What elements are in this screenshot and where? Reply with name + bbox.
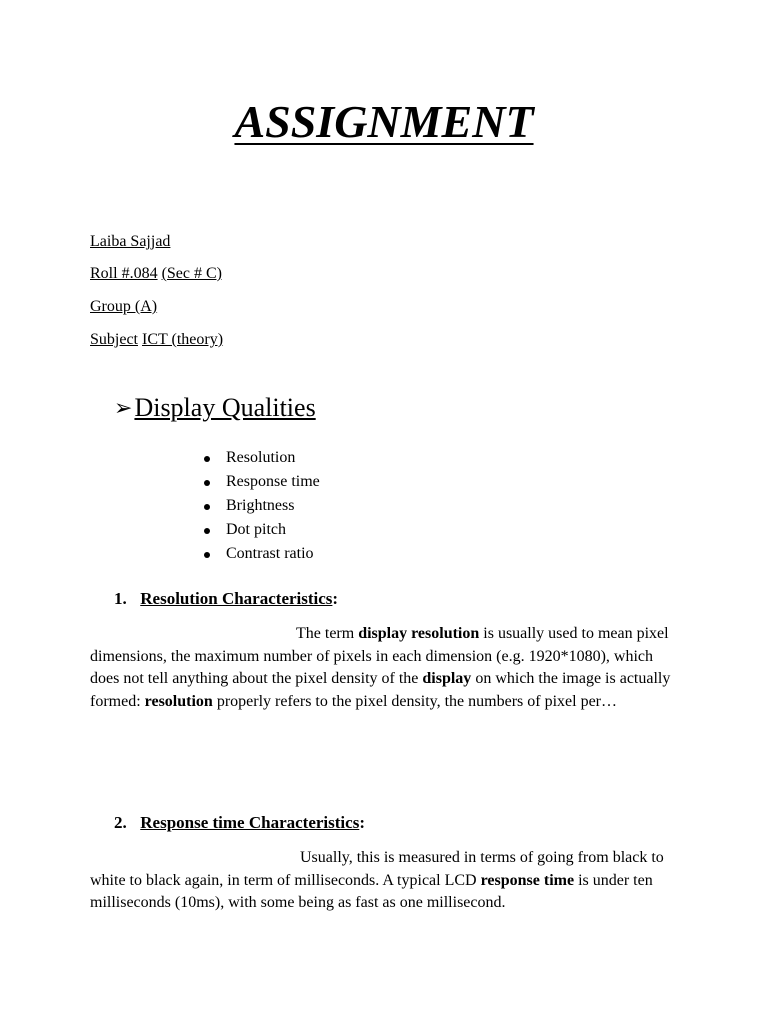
title-text: ASSIGNMENT (234, 96, 534, 147)
paragraph-text: Usually, this is measured in terms of going from black to white to black again, in term of milliseconds. A typical LCD (90, 849, 664, 889)
paragraph-text: is under ten milliseconds (10ms), with some being as fast as one millisecond. (90, 871, 653, 911)
list-item-label: Dot pitch (226, 521, 286, 538)
list-item (200, 446, 320, 470)
subject-value: ICT (theory) (142, 331, 224, 348)
group-line: Group (A) (90, 298, 158, 315)
section-1-heading (114, 588, 338, 610)
bullet-icon (204, 480, 210, 486)
list-item-label: Brightness (226, 497, 295, 514)
roll-line (90, 264, 222, 284)
list-item (200, 470, 320, 494)
list-item (200, 494, 320, 518)
bold-term: response time (480, 871, 575, 889)
bold-term: display resolution (358, 625, 480, 642)
heading-text: Display Qualities (134, 393, 316, 422)
arrow-bullet-icon: ➢ (114, 395, 133, 420)
subject-line (90, 330, 223, 350)
student-name: Laiba Sajjad (90, 233, 171, 250)
list-item (200, 542, 320, 566)
section-title: Response time Characteristics (140, 813, 360, 832)
section-colon: : (332, 589, 339, 608)
section-2-paragraph (90, 847, 678, 915)
section-2-heading (114, 812, 365, 834)
paragraph-text: is usually used to mean pixel dimensions, the maximum number of pixels in each dimension (e.g. 1920*1080), which does not tell anything about the pixel density of the (90, 625, 669, 687)
bold-term: display (422, 670, 472, 687)
qualities-list (200, 446, 320, 566)
section-number: 1. (114, 589, 127, 608)
section-value: (Sec # C) (161, 265, 222, 282)
section-colon: : (359, 813, 365, 832)
bullet-icon (204, 552, 210, 558)
list-item-label: Contrast ratio (226, 545, 314, 562)
document-title (0, 92, 768, 152)
list-item (200, 518, 320, 542)
list-item-label: Response time (226, 473, 320, 490)
bullet-icon (204, 456, 210, 462)
section-number: 2. (114, 813, 127, 832)
roll-number: Roll #.084 (90, 265, 158, 282)
paragraph-text: The term (296, 625, 359, 642)
display-qualities-heading (114, 392, 316, 424)
bold-term: resolution (144, 692, 213, 710)
subject-label: Subject (90, 331, 138, 348)
bullet-icon (204, 504, 210, 510)
list-item-label: Resolution (226, 449, 296, 466)
bullet-icon (204, 528, 210, 534)
section-1-paragraph (90, 623, 678, 713)
paragraph-text: properly refers to the pixel density, the numbers of pixel per… (212, 692, 617, 710)
section-title: Resolution Characteristics (140, 589, 333, 608)
paragraph-text: on which the image is actually formed: (90, 670, 671, 710)
